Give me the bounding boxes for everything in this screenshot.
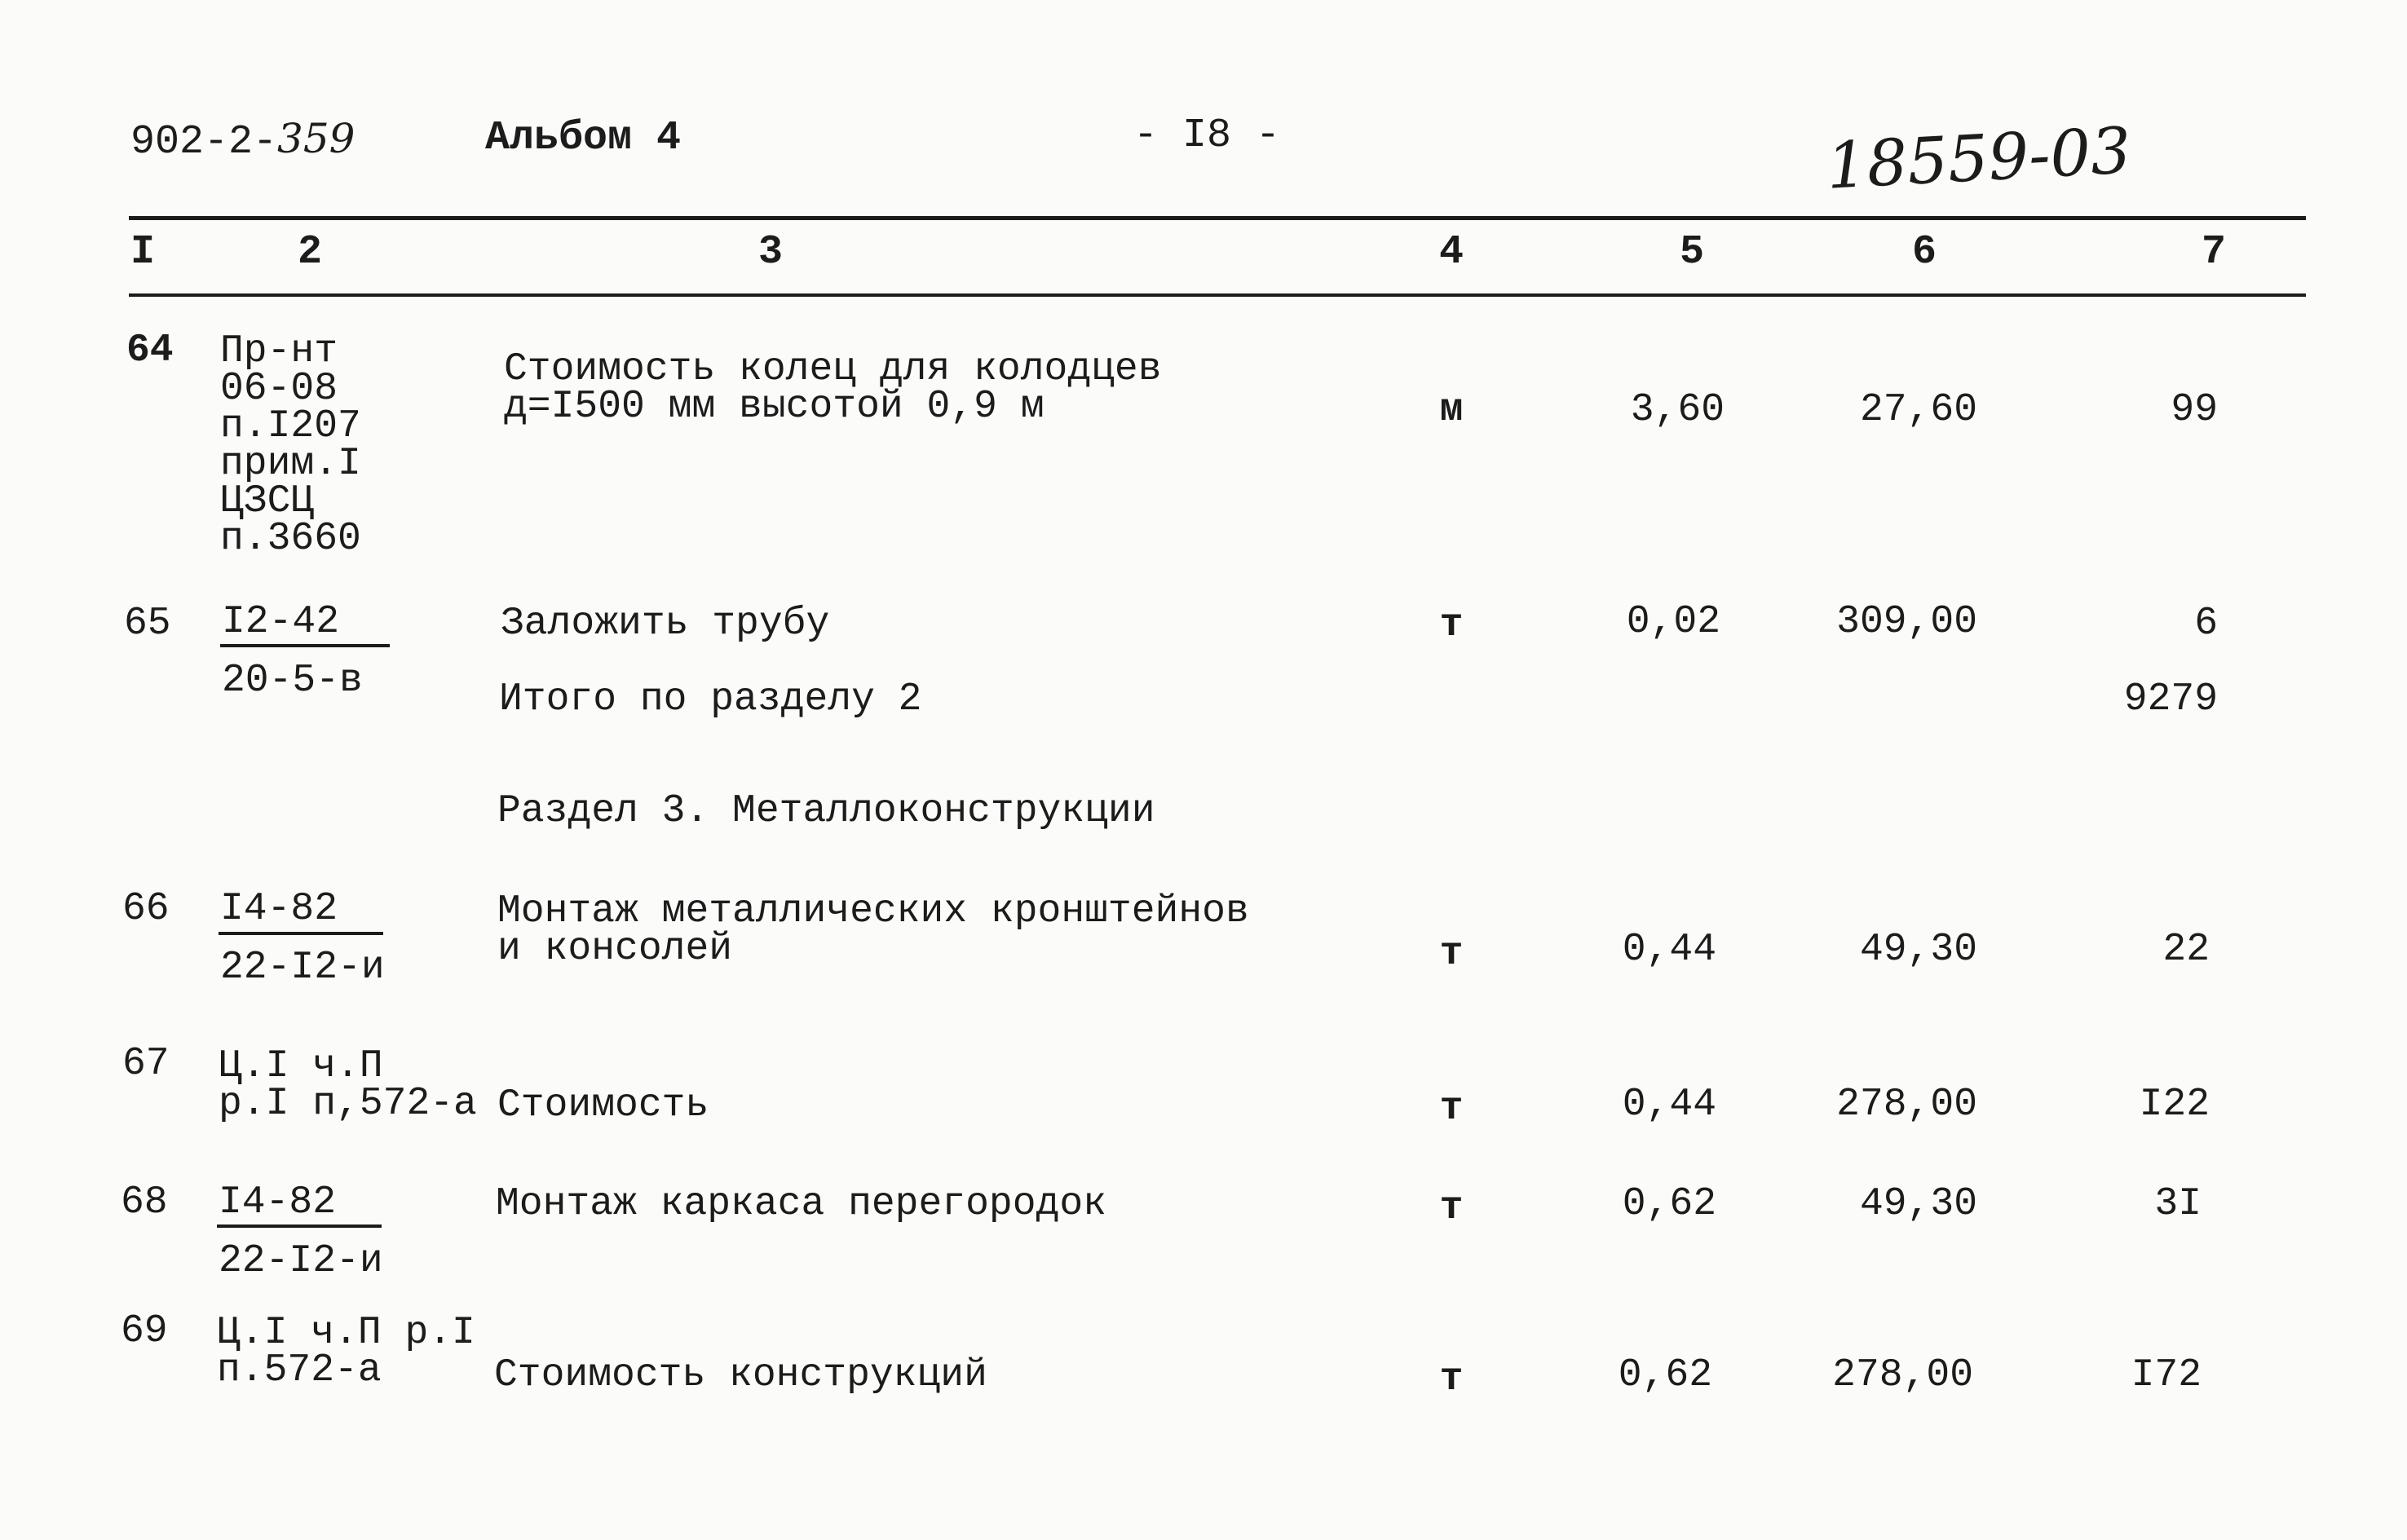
row-unit: т	[1439, 603, 1464, 647]
col-header-4: 4	[1438, 229, 1464, 276]
row-code	[217, 1311, 475, 1392]
row-code-line: Пр-нт	[220, 329, 338, 373]
row-description	[497, 889, 1249, 971]
row-code-line: р.I п,572-а	[219, 1082, 477, 1126]
row-code-bottom: 22-I2-и	[220, 946, 385, 990]
row-code-line: п.572-а	[217, 1348, 382, 1392]
album-label: Альбом 4	[485, 115, 682, 161]
row-total: 99	[2171, 388, 2218, 432]
row-code-line: п.3660	[220, 517, 361, 561]
row-number: 69	[121, 1309, 168, 1353]
row-code-line: ЦЗСЦ	[220, 479, 315, 523]
row-number: 66	[122, 887, 170, 931]
row-price: 278,00	[1832, 1353, 1973, 1397]
row-total: 22	[2162, 928, 2210, 972]
row-code-top: I2-42	[222, 600, 340, 644]
col-header-2: 2	[297, 229, 322, 276]
doc-number-prefix: 902-2-	[130, 119, 278, 165]
row-description-line: д=I500 мм высотой 0,9 м	[504, 385, 1045, 429]
row-code-line: Ц.I ч.П р.I	[217, 1311, 475, 1355]
header-rule-top	[129, 216, 2306, 220]
row-total: I22	[2139, 1083, 2210, 1127]
col-header-6: 6	[1911, 229, 1937, 276]
row-quantity: 3,60	[1630, 388, 1725, 432]
row-number: 64	[126, 329, 174, 373]
col-header-7: 7	[2201, 229, 2226, 276]
row-quantity: 0,44	[1622, 928, 1716, 972]
row-number: 68	[121, 1180, 168, 1224]
row-code-divider	[220, 644, 390, 647]
doc-number-suffix: 359	[277, 115, 356, 162]
row-description-line: Стоимость колец для колодцев	[504, 347, 1162, 391]
row-quantity: 0,62	[1622, 1182, 1716, 1226]
section-title: Раздел 3. Металлоконструкции	[497, 789, 1155, 833]
col-header-5: 5	[1679, 229, 1704, 276]
row-code-line: 06-08	[220, 367, 338, 411]
page-number: - I8 -	[1133, 113, 1281, 159]
row-quantity: 0,62	[1618, 1353, 1712, 1397]
row-description-line: Заложить трубу	[501, 602, 830, 646]
row-unit: т	[1439, 1186, 1464, 1230]
row-code-top: I4-82	[220, 887, 338, 931]
row-code-bottom: 20-5-в	[222, 659, 363, 703]
row-quantity: 0,02	[1626, 600, 1720, 644]
row-description-line: и консолей	[497, 927, 733, 971]
handwritten-stamp: 18559-03	[1824, 114, 2133, 204]
row-code-bottom: 22-I2-и	[219, 1239, 383, 1283]
subtotal-value: 9279	[2123, 677, 2218, 721]
row-total: I72	[2131, 1353, 2202, 1397]
row-number: 65	[124, 602, 171, 646]
row-unit: т	[1439, 1087, 1464, 1131]
subtotal-label: Итого по разделу 2	[499, 677, 922, 721]
row-code-divider	[217, 1224, 382, 1228]
col-header-1: I	[130, 229, 155, 276]
row-description-line: Стоимость конструкций	[494, 1353, 987, 1397]
row-price: 49,30	[1859, 928, 1977, 972]
row-code-divider	[219, 932, 383, 935]
doc-number	[130, 115, 356, 165]
row-unit: т	[1439, 1357, 1464, 1401]
row-code	[220, 329, 361, 561]
row-description-line: Монтаж металлических кронштейнов	[497, 889, 1249, 933]
row-price: 278,00	[1836, 1083, 1977, 1127]
row-code-line: прим.I	[220, 442, 361, 486]
row-unit: т	[1439, 932, 1464, 976]
row-code-line: Ц.I ч.П	[219, 1044, 383, 1088]
row-description-line: Стоимость	[497, 1083, 709, 1127]
row-code-line: п.I207	[220, 404, 361, 448]
row-description-line: Монтаж каркаса перегородок	[496, 1182, 1106, 1226]
row-quantity: 0,44	[1622, 1083, 1716, 1127]
row-code	[219, 1044, 477, 1126]
row-total: 6	[2194, 602, 2218, 646]
header-rule-bottom	[129, 293, 2306, 297]
row-price: 27,60	[1859, 388, 1977, 432]
col-header-3: 3	[757, 229, 783, 276]
row-price: 49,30	[1859, 1182, 1977, 1226]
row-code-top: I4-82	[219, 1180, 337, 1224]
row-total: 3I	[2154, 1182, 2202, 1226]
row-price: 309,00	[1836, 600, 1977, 644]
row-number: 67	[122, 1042, 170, 1086]
row-unit: м	[1439, 388, 1464, 432]
row-description	[504, 347, 1162, 429]
